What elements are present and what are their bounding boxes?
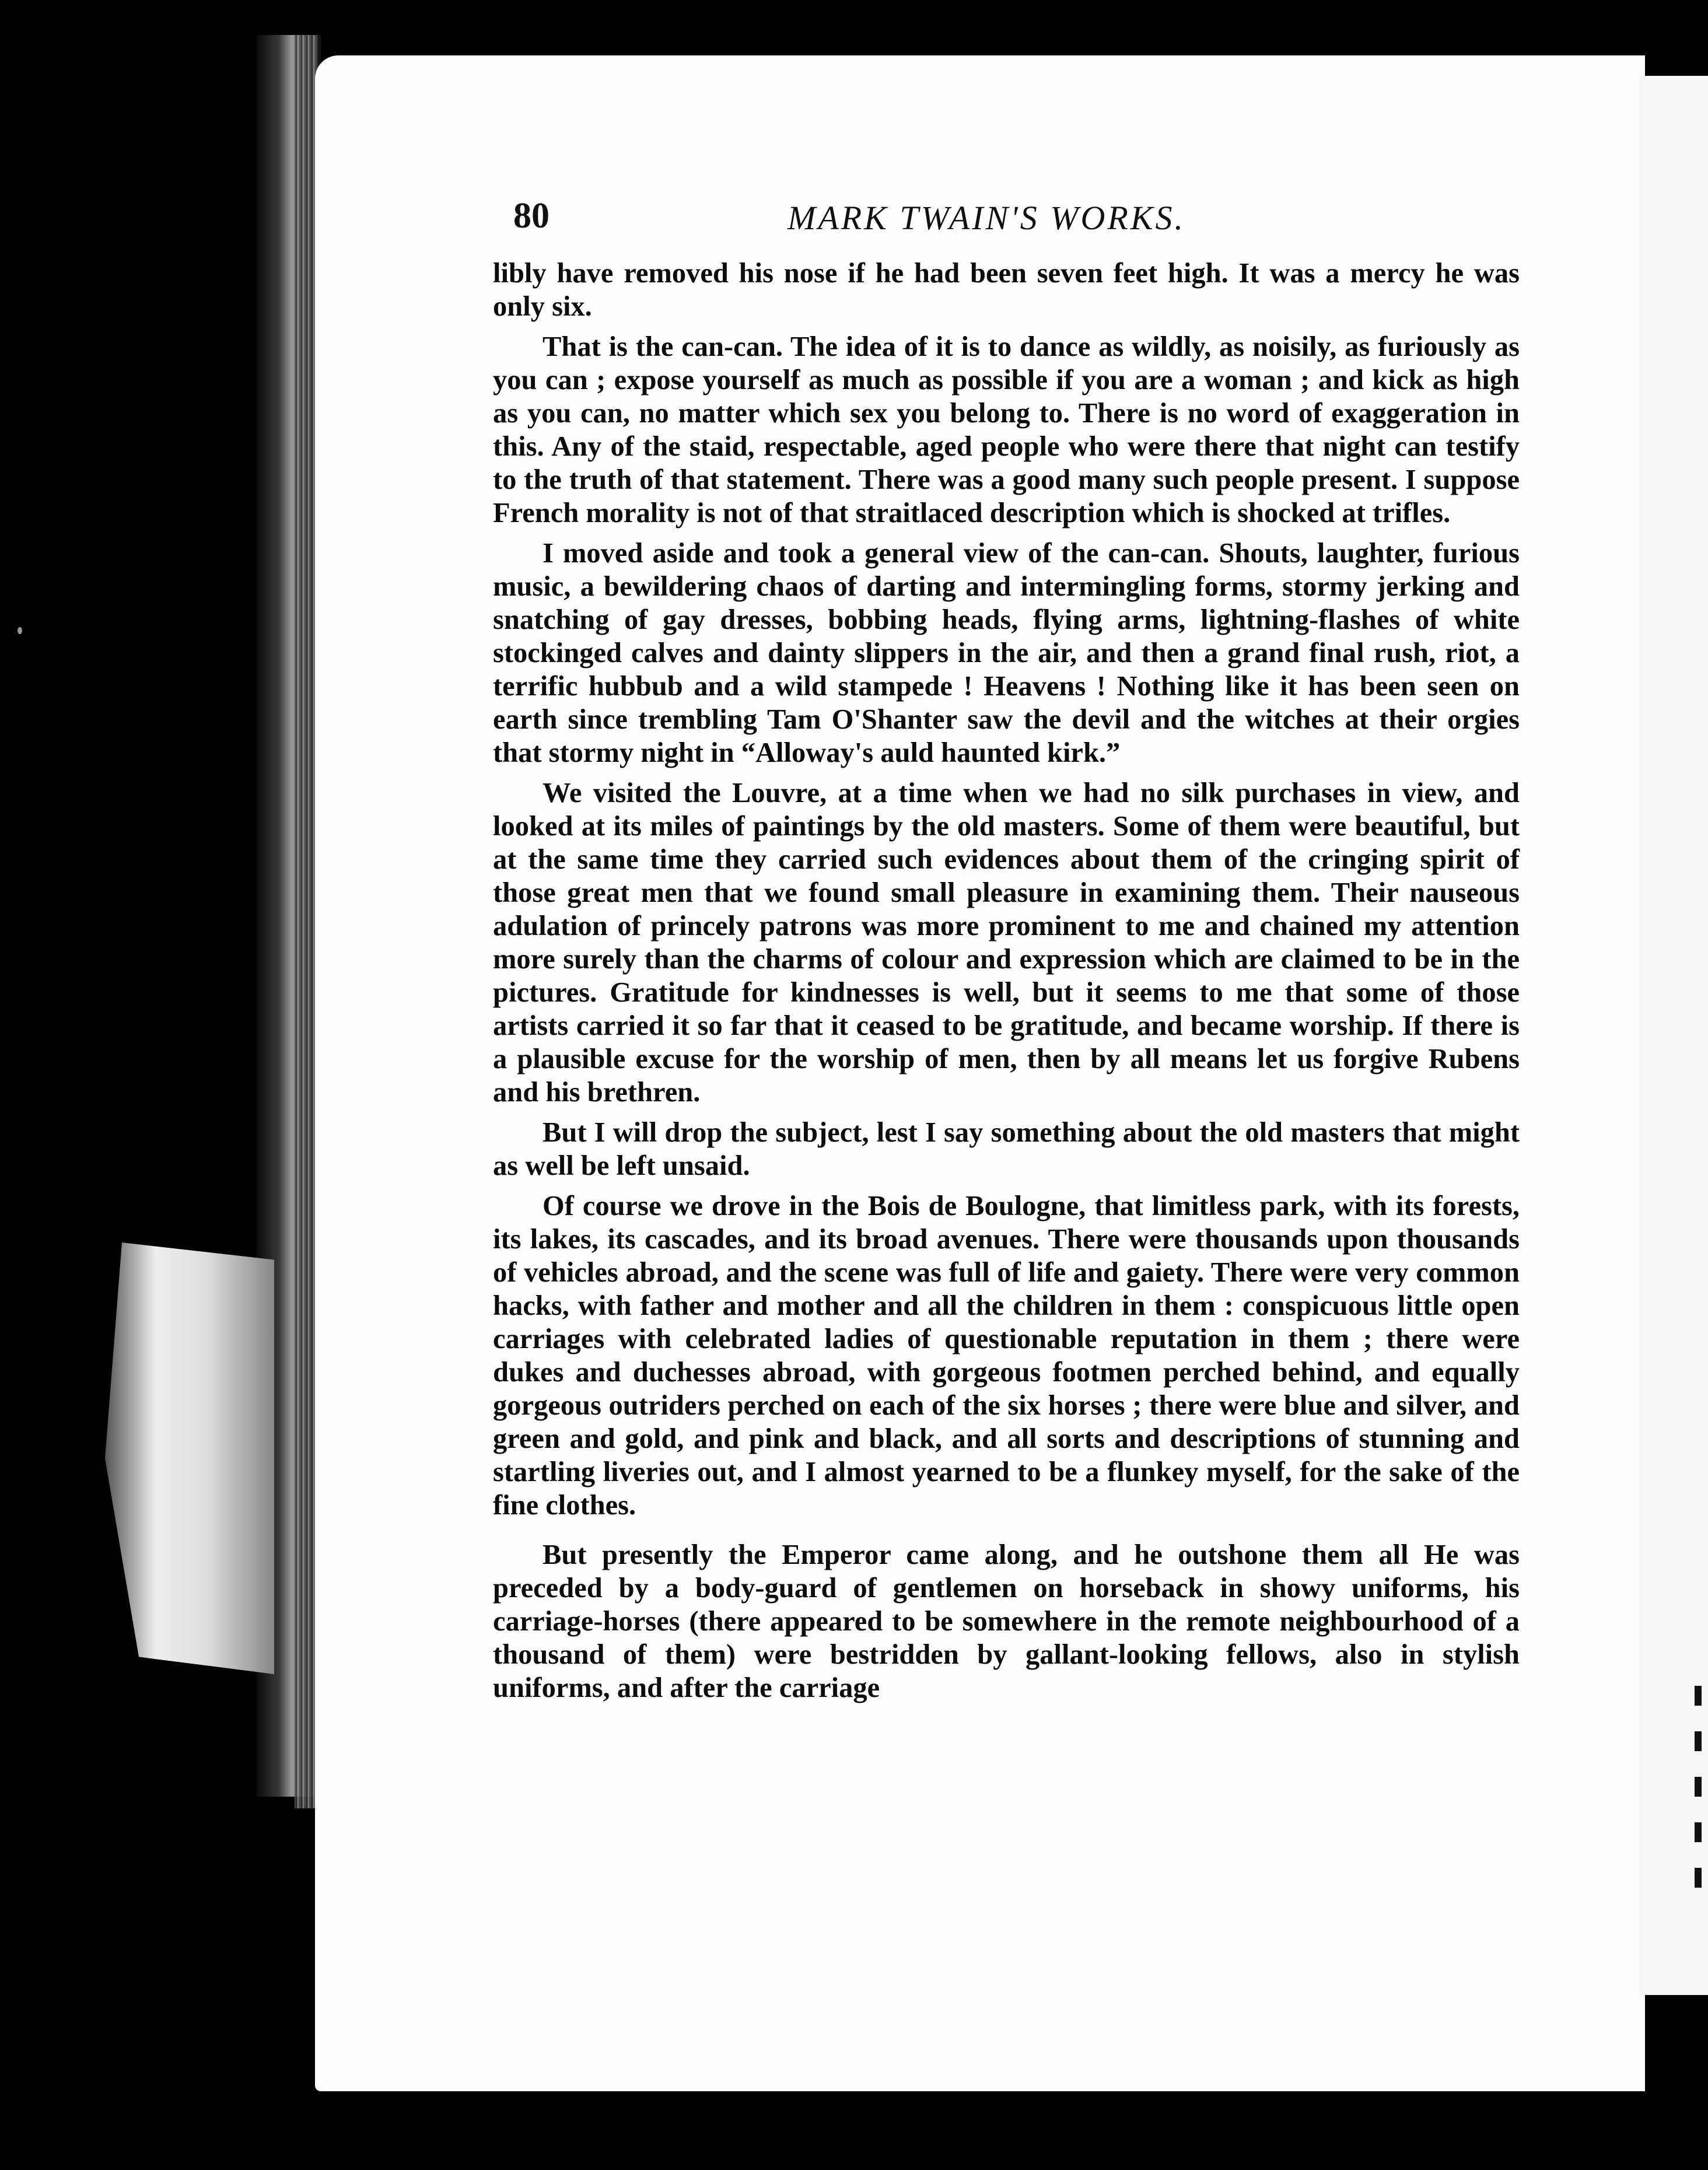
- page-number: 80: [513, 196, 550, 236]
- paragraph: Of course we drove in the Bois de Boulogne, that limitless park, with its forests, its lakes, its cascades, and its broad avenues. There were thousands upon thousands of vehicles abroad, and the scene was full of life and gaiety. There were very common hacks, with father and mother and all the children in them : conspicuous little open carriages with celebrated ladies of questionable reputation in them ; there were dukes and duchesses abroad, with gorgeous footmen perched behind, and equally gorgeous outriders perched on each of the six horses ; there were blue and silver, and green and gold, and pink and black, and all sorts and descriptions of stunning and startling liveries out, and I almost yearned to be a flunkey myself, for the sake of the fine clothes.: [493, 1191, 1520, 1521]
- paragraph: We visited the Louvre, at a time when we had no silk purchases in view, and looked at its miles of paintings by the old masters. Some of them were beautiful, but at the same time they carried such evidences about them of the cringing spirit of those great men that we found small pleasure in examining them. Their nauseous adulation of princely patrons was more prominent to me and chained my attention more surely than the charms of colour and expression which are claimed to be in the pictures. Gratitude for kindnesses is well, but it seems to me that some of those artists carried it so far that it ceased to be gratitude, and became worship. If there is a plausible excuse for the worship of men, then by all means let us forgive Rubens and his brethren.: [493, 778, 1520, 1108]
- text-fragment: [1695, 1686, 1702, 1706]
- running-head: [513, 195, 1534, 260]
- text-fragment: [1695, 1822, 1702, 1842]
- page-title: MARK TWAIN'S WORKS.: [788, 199, 1186, 237]
- text-fragment: [1695, 1777, 1702, 1797]
- paragraph: I moved aside and took a general view of the can-can. Shouts, laughter, furious music, a bewildering chaos of darting and intermingling forms, stormy jerking and snatching of gay dresses, bobbing heads, flying arms, lightning-flashes of white stockinged calves and dainty slippers in the air, and then a grand final rush, riot, a terrific hubbub and a wild stampede ! Heavens ! Nothing like it has been seen on earth since trembling Tam O'Shanter saw the devil and the witches at their orgies that stormy night in “Alloway's auld haunted kirk.”: [493, 538, 1520, 768]
- paragraph: libly have removed his nose if he had been seven feet high. It was a mercy he was only six.: [493, 258, 1520, 322]
- dust-speck: [18, 627, 22, 634]
- paragraph: But presently the Emperor came along, and he outshone them all He was preceded by a body-guard of gentlemen on horseback in showy uniforms, his carriage-horses (there appeared to be somewhere in the remote neighbourhood of a thousand of them) were bestridden by gallant-looking fellows, also in stylish uniforms, and after the carriage: [493, 1539, 1520, 1703]
- paragraph: But I will drop the subject, lest I say something about the old masters that might as well be left unsaid.: [493, 1117, 1520, 1181]
- body-text: [493, 257, 1520, 1712]
- text-fragment: [1695, 1731, 1702, 1751]
- text-fragment: [1695, 1868, 1702, 1888]
- page-edges: [295, 35, 318, 1808]
- adjacent-page-text-fragments: [1695, 1686, 1708, 1931]
- paragraph: That is the can-can. The idea of it is to dance as wildly, as noisily, as furiously as you can ; expose yourself as much as possible if you are a woman ; and kick as high as you can, no matter which sex you belong to. There is no word of exaggeration in this. Any of the staid, respectable, aged people who were there that night can testify to the truth of that statement. There was a good many such people present. I suppose French morality is not of that straitlaced description which is shocked at trifles.: [493, 331, 1520, 528]
- paper-tab: [105, 1242, 274, 1674]
